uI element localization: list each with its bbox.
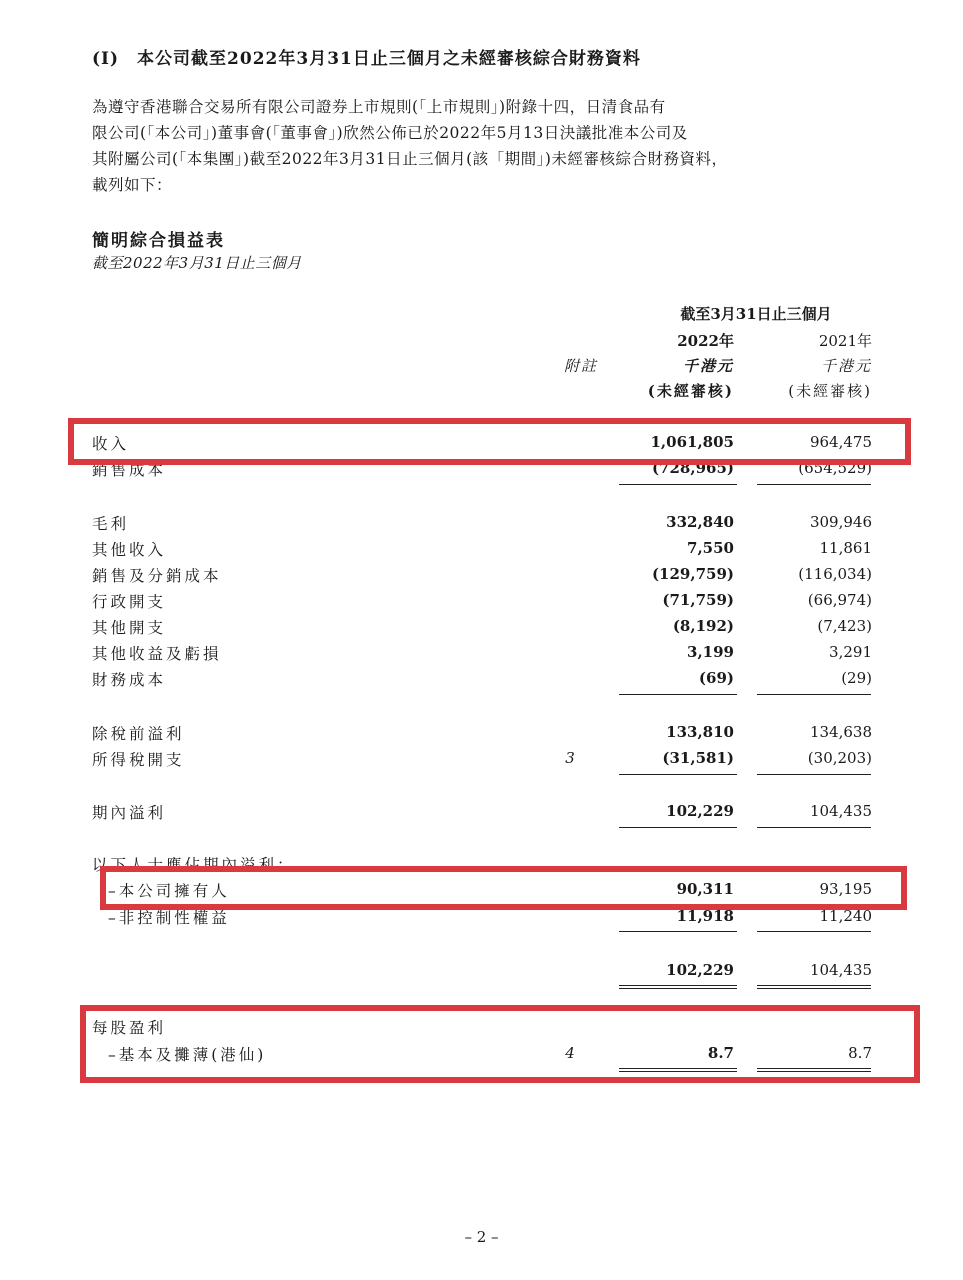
row-label-finance-costs: 財務成本 — [92, 671, 167, 689]
note-header: 附註 — [563, 357, 598, 375]
row-label-attrib-header: 以下人士應佔期內溢利： — [92, 856, 296, 874]
value-2021-other-expenses: (7,423) — [817, 617, 872, 635]
value-2021-owners: 93,195 — [819, 880, 872, 898]
value-2022-eps: 8.7 — [707, 1044, 734, 1062]
value-2021-total: 104,435 — [809, 961, 872, 979]
row-label-revenue: 收入 — [92, 435, 130, 453]
row-label-other-expenses: 其他開支 — [92, 619, 167, 637]
intro-line: 載列如下： — [92, 176, 173, 194]
value-2022-other-income: 7,550 — [687, 539, 734, 557]
value-2021-pbt: 134,638 — [809, 723, 872, 741]
section-heading — [92, 44, 641, 69]
rule — [619, 931, 737, 932]
note-tax: 3 — [565, 749, 575, 767]
rule — [619, 484, 737, 485]
year-2022-header: 2022年 — [677, 332, 734, 350]
value-2022-profit: 102,229 — [666, 802, 734, 820]
value-2021-eps: 8.7 — [848, 1044, 872, 1062]
row-label-other-gains: 其他收益及虧損 — [92, 645, 222, 663]
value-2022-distribution: (129,759) — [651, 565, 734, 583]
highlight-box-eps — [80, 1005, 920, 1083]
intro-line: 其附屬公司(「本集團」)截至2022年3月31日止三個月(該「期間」)未經審核綜合財務資料， — [92, 150, 728, 168]
row-label-gross-profit: 毛利 — [92, 515, 130, 533]
value-2021-other-gains: 3,291 — [829, 643, 872, 661]
section-title: 本公司截至2022年3月31日止三個月之未經審核綜合財務資料 — [137, 49, 641, 69]
unit-2022-header: 千港元 — [682, 357, 734, 375]
value-2022-pbt: 133,810 — [666, 723, 734, 741]
page-number: – 2 – — [464, 1228, 499, 1246]
value-2022-gross-profit: 332,840 — [666, 513, 734, 531]
value-2021-nci: 11,240 — [819, 907, 872, 925]
intro-line: 限公司(「本公司」)董事會(「董事會」)欣然公佈已於2022年5月13日決議批准本公司及 — [92, 124, 688, 142]
rule — [619, 694, 737, 695]
row-label-other-income: 其他收入 — [92, 541, 167, 559]
period-header: 截至3月31日止三個月 — [680, 305, 832, 323]
row-label-profit: 期內溢利 — [92, 804, 167, 822]
value-2022-tax: (31,581) — [662, 749, 734, 767]
value-2022-owners: 90,311 — [676, 880, 734, 898]
rule — [619, 774, 737, 775]
value-2021-cost-of-sales: (654,529) — [798, 459, 872, 477]
rule — [757, 827, 871, 828]
rule — [757, 694, 871, 695]
intro-paragraph — [92, 94, 882, 198]
rule — [757, 931, 871, 932]
highlight-box-revenue — [68, 418, 911, 465]
value-2021-finance-costs: (29) — [841, 669, 872, 687]
value-2021-distribution: (116,034) — [798, 565, 872, 583]
statement-subtitle: 截至2022年3月31日止三個月 — [92, 254, 302, 272]
unaudited-2021-header: (未經審核) — [788, 382, 872, 400]
unit-2021-header: 千港元 — [820, 357, 872, 375]
year-2021-header: 2021年 — [818, 332, 872, 350]
double-rule — [757, 985, 871, 989]
row-label-distribution: 銷售及分銷成本 — [92, 567, 222, 585]
value-2022-finance-costs: (69) — [698, 669, 734, 687]
double-rule — [619, 985, 737, 989]
value-2022-nci: 11,918 — [676, 907, 734, 925]
value-2022-total: 102,229 — [666, 961, 734, 979]
row-label-nci: –非控制性權益 — [108, 909, 230, 927]
value-2021-admin: (66,974) — [807, 591, 872, 609]
statement-title: 簡明綜合損益表 — [92, 231, 225, 251]
value-2022-other-gains: 3,199 — [687, 643, 734, 661]
value-2022-revenue: 1,061,805 — [650, 433, 734, 451]
row-label-admin: 行政開支 — [92, 593, 167, 611]
highlight-box-owners — [100, 866, 907, 910]
row-label-pbt: 除稅前溢利 — [92, 725, 185, 743]
value-2022-cost-of-sales: (728,965) — [651, 459, 734, 477]
value-2022-admin: (71,759) — [662, 591, 734, 609]
intro-line: 為遵守香港聯合交易所有限公司證券上市規則(「上市規則」)附錄十四，日清食品有 — [92, 98, 666, 116]
rule — [757, 484, 871, 485]
row-label-eps: –基本及攤薄(港仙) — [108, 1046, 267, 1064]
row-label-cost-of-sales: 銷售成本 — [92, 461, 167, 479]
value-2021-revenue: 964,475 — [809, 433, 872, 451]
rule — [619, 827, 737, 828]
value-2021-profit: 104,435 — [809, 802, 872, 820]
value-2022-other-expenses: (8,192) — [672, 617, 734, 635]
row-label-eps-header: 每股盈利 — [92, 1019, 167, 1037]
row-label-tax: 所得稅開支 — [92, 751, 185, 769]
unaudited-2022-header: (未經審核) — [647, 382, 734, 400]
note-eps: 4 — [565, 1044, 575, 1062]
value-2021-gross-profit: 309,946 — [809, 513, 872, 531]
value-2021-tax: (30,203) — [807, 749, 872, 767]
section-number: (I) — [92, 49, 120, 69]
row-label-owners: –本公司擁有人 — [108, 882, 230, 900]
rule — [757, 774, 871, 775]
value-2021-other-income: 11,861 — [819, 539, 872, 557]
